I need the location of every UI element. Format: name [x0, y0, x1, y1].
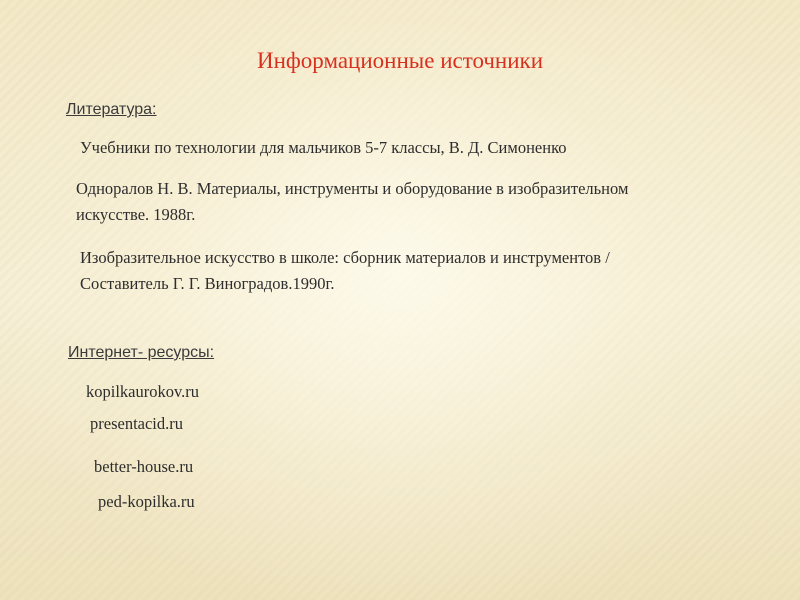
- literature-item: Учебники по технологии для мальчиков 5-7 классы, В. Д. Симоненко: [80, 138, 567, 157]
- literature-item: Изобразительное искусство в школе: сборник материалов и инструментов / Составитель Г. Г. Виноградов.1990г.: [80, 248, 610, 293]
- resource-link[interactable]: ped-kopilka.ru: [98, 492, 195, 511]
- resource-link[interactable]: presentacid.ru: [90, 414, 183, 433]
- internet-resources-label: Интернет- ресурсы:: [68, 344, 215, 361]
- literature-item: Одноралов Н. В. Материалы, инструменты и оборудование в изобразительном искусстве. 1988г.: [76, 179, 629, 224]
- resource-link[interactable]: kopilkaurokov.ru: [86, 382, 200, 401]
- literature-label: Литература:: [66, 101, 157, 118]
- resource-link[interactable]: better-house.ru: [94, 457, 194, 476]
- slide-title: Информационные источники: [256, 48, 544, 73]
